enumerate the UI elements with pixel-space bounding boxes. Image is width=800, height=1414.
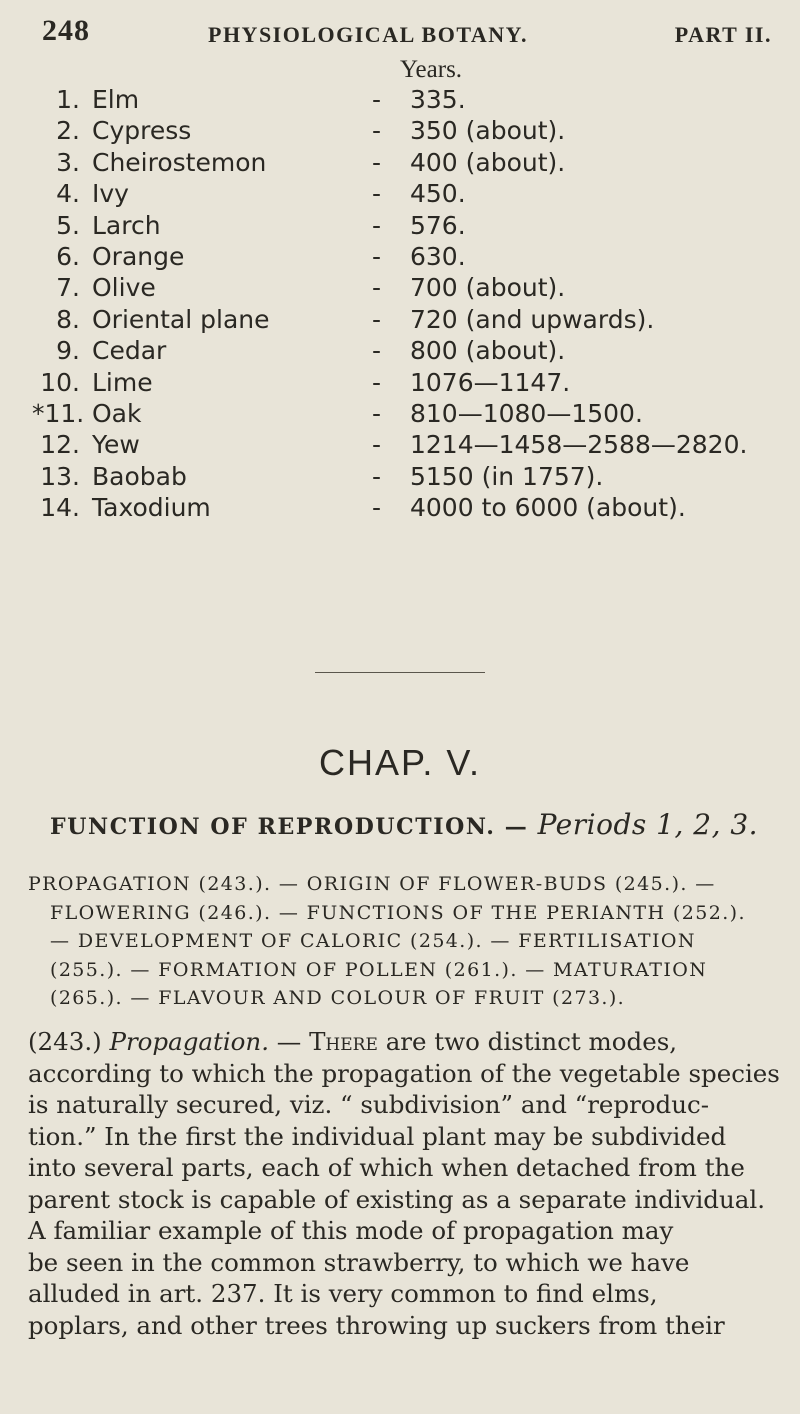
first-line-rest: are two distinct modes, — [385, 1027, 678, 1056]
tree-age: 400 (about). — [410, 147, 566, 177]
tree-name: Ivy — [92, 179, 129, 209]
tree-age: 4000 to 6000 (about). — [410, 493, 686, 523]
chapter-subtitle-text: FUNCTION OF REPRODUCTION. — — [50, 814, 529, 840]
tree-row — [32, 336, 792, 367]
tree-row — [32, 368, 792, 399]
lead-dash: — — [276, 1027, 302, 1056]
body-text — [28, 1026, 778, 1341]
tree-num: 5. — [56, 210, 80, 240]
chapter-periods: Periods 1, 2, 3. — [537, 808, 759, 841]
tree-name: Lime — [92, 367, 153, 397]
tree-age-table — [32, 85, 792, 524]
tree-dash: - — [372, 461, 382, 491]
tree-row — [32, 493, 792, 524]
tree-row — [32, 399, 792, 430]
body-first-line — [28, 1026, 778, 1058]
lead-word: There — [309, 1027, 378, 1056]
tree-age: 1214—1458—2588—2820. — [410, 430, 748, 460]
tree-row — [32, 148, 792, 179]
tree-num: *11. — [32, 398, 85, 428]
body-line: parent stock is capable of existing as a separate individual. — [28, 1184, 765, 1214]
tree-row — [32, 305, 792, 336]
tree-num: 9. — [56, 336, 80, 366]
tree-num: 6. — [56, 241, 80, 271]
tree-row — [32, 211, 792, 242]
running-head — [42, 14, 772, 54]
part-label: PART II. — [674, 22, 772, 47]
tree-row — [32, 242, 792, 273]
tree-dash: - — [372, 493, 382, 523]
tree-num: 2. — [56, 116, 80, 146]
tree-dash: - — [372, 304, 382, 334]
tree-row — [32, 179, 792, 210]
tree-age: 720 (and upwards). — [410, 304, 655, 334]
tree-age: 1076—1147. — [410, 367, 571, 397]
tree-dash: - — [372, 85, 382, 114]
tree-name: Oriental plane — [92, 304, 270, 334]
tree-row — [32, 116, 792, 147]
tree-row — [32, 85, 792, 116]
body-line: tion.” In the first the individual plant may be subdivided — [28, 1121, 727, 1151]
tree-age: 450. — [410, 179, 466, 209]
tree-dash: - — [372, 179, 382, 209]
tree-dash: - — [372, 367, 382, 397]
tree-dash: - — [372, 241, 382, 271]
tree-name: Larch — [92, 210, 161, 240]
tree-num: 14. — [40, 493, 80, 523]
tree-name: Baobab — [92, 461, 187, 491]
book-title: PHYSIOLOGICAL BOTANY. — [208, 22, 529, 47]
tree-row — [32, 462, 792, 493]
tree-age: 576. — [410, 210, 466, 240]
section-title: Propagation. — [109, 1027, 269, 1056]
section-divider — [315, 672, 485, 673]
chapter-subtitle — [50, 808, 790, 841]
tree-dash: - — [372, 273, 382, 303]
tree-name: Cypress — [92, 116, 192, 146]
tree-age: 5150 (in 1757). — [410, 461, 604, 491]
tree-num: 12. — [40, 430, 80, 460]
tree-age: 800 (about). — [410, 336, 566, 366]
body-line: according to which the propagation of the vegetable species — [28, 1058, 780, 1088]
contents-line: PROPAGATION (243.). — ORIGIN OF FLOWER-BUDS (245.). — — [28, 873, 716, 895]
tree-name: Yew — [92, 430, 140, 460]
tree-name: Orange — [92, 241, 185, 271]
chapter-heading: CHAP. V. — [318, 742, 482, 783]
tree-age: 630. — [410, 241, 466, 271]
tree-dash: - — [372, 210, 382, 240]
tree-age: 350 (about). — [410, 116, 566, 146]
tree-num: 10. — [40, 367, 80, 397]
body-line: be seen in the common strawberry, to which we have — [28, 1247, 690, 1277]
body-line: poplars, and other trees throwing up suckers from their — [28, 1310, 725, 1340]
tree-row — [32, 273, 792, 304]
tree-name: Olive — [92, 273, 156, 303]
tree-dash: - — [372, 336, 382, 366]
body-line: alluded in art. 237. It is very common to find elms, — [28, 1279, 658, 1308]
tree-num: 1. — [56, 85, 80, 114]
body-line: A familiar example of this mode of propagation may — [28, 1216, 674, 1245]
contents-line: (265.). — FLAVOUR AND COLOUR OF FRUIT (273.). — [50, 987, 626, 1009]
years-column-header: Years. — [400, 56, 463, 83]
body-line: into several parts, each of which when detached from the — [28, 1153, 745, 1182]
chapter-contents — [28, 870, 776, 1013]
tree-dash: - — [372, 430, 382, 460]
tree-age: 810—1080—1500. — [410, 398, 643, 428]
contents-line: FLOWERING (246.). — FUNCTIONS OF THE PERIANTH (252.). — [50, 901, 746, 924]
tree-dash: - — [372, 147, 382, 177]
tree-num: 8. — [56, 304, 80, 334]
section-number: (243.) — [28, 1027, 102, 1056]
tree-row — [32, 430, 792, 461]
body-lines — [28, 1058, 778, 1342]
tree-name: Oak — [92, 398, 142, 428]
tree-num: 4. — [56, 179, 80, 209]
tree-num: 7. — [56, 273, 80, 303]
body-line: is naturally secured, viz. “ subdivision” and “reproduc- — [28, 1090, 710, 1119]
page-number: 248 — [42, 14, 90, 47]
tree-dash: - — [372, 116, 382, 146]
contents-line: (255.). — FORMATION OF POLLEN (261.). — MATURATION — [50, 958, 708, 981]
contents-line: — DEVELOPMENT OF CALORIC (254.). — FERTILISATION — [50, 930, 696, 952]
tree-num: 3. — [56, 147, 80, 177]
tree-age: 335. — [410, 85, 466, 114]
tree-name: Cheirostemon — [92, 147, 267, 177]
tree-name: Cedar — [92, 336, 167, 366]
tree-num: 13. — [40, 461, 80, 491]
tree-name: Taxodium — [92, 493, 211, 523]
tree-age: 700 (about). — [410, 273, 566, 303]
tree-name: Elm — [92, 85, 140, 114]
tree-dash: - — [372, 398, 382, 428]
